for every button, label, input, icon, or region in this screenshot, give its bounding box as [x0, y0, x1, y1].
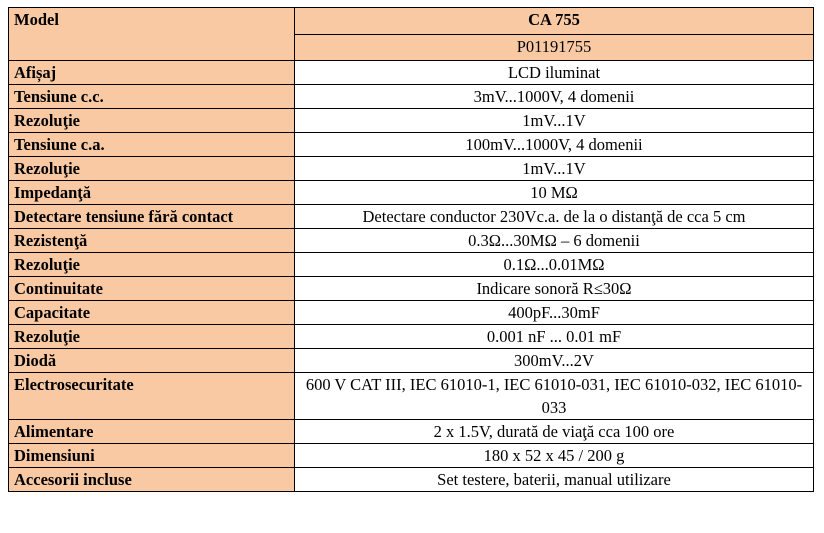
spec-value: Indicare sonoră R≤30Ω — [295, 277, 814, 301]
spec-label: Rezoluţie — [9, 253, 295, 277]
spec-row — [9, 133, 814, 157]
spec-value: Detectare conductor 230Vc.a. de la o distanţă de cca 5 cm — [295, 205, 814, 229]
spec-label: Afișaj — [9, 61, 295, 85]
spec-label: Capacitate — [9, 301, 295, 325]
spec-row — [9, 85, 814, 109]
spec-label: Tensiune c.c. — [9, 85, 295, 109]
spec-label: Accesorii incluse — [9, 468, 295, 492]
model-name: CA 755 — [295, 8, 814, 35]
spec-label: Tensiune c.a. — [9, 133, 295, 157]
spec-value: 1mV...1V — [295, 157, 814, 181]
spec-value: 0.1Ω...0.01MΩ — [295, 253, 814, 277]
spec-value: 3mV...1000V, 4 domenii — [295, 85, 814, 109]
spec-value: 10 MΩ — [295, 181, 814, 205]
spec-row — [9, 468, 814, 492]
spec-label: Electrosecuritate — [9, 373, 295, 420]
spec-label: Diodă — [9, 349, 295, 373]
model-label: Model — [9, 8, 295, 61]
spec-label: Rezoluţie — [9, 157, 295, 181]
spec-row — [9, 420, 814, 444]
spec-row — [9, 349, 814, 373]
spec-label: Rezistenţă — [9, 229, 295, 253]
model-row — [9, 8, 814, 35]
spec-row — [9, 61, 814, 85]
spec-row — [9, 157, 814, 181]
spec-value: 100mV...1000V, 4 domenii — [295, 133, 814, 157]
spec-row — [9, 325, 814, 349]
spec-label: Impedanţă — [9, 181, 295, 205]
spec-row — [9, 444, 814, 468]
spec-value: 1mV...1V — [295, 109, 814, 133]
spec-label: Rezoluţie — [9, 325, 295, 349]
spec-value: 2 x 1.5V, durată de viaţă cca 100 ore — [295, 420, 814, 444]
spec-row — [9, 205, 814, 229]
spec-label: Detectare tensiune fără contact — [9, 205, 295, 229]
model-code: P01191755 — [295, 34, 814, 61]
spec-value: Set testere, baterii, manual utilizare — [295, 468, 814, 492]
spec-value: LCD iluminat — [295, 61, 814, 85]
spec-row — [9, 277, 814, 301]
spec-value: 300mV...2V — [295, 349, 814, 373]
spec-value: 0.3Ω...30MΩ – 6 domenii — [295, 229, 814, 253]
spec-table — [8, 7, 814, 492]
spec-value: 180 x 52 x 45 / 200 g — [295, 444, 814, 468]
spec-label: Alimentare — [9, 420, 295, 444]
spec-label: Rezoluţie — [9, 109, 295, 133]
spec-row — [9, 373, 814, 420]
spec-label: Dimensiuni — [9, 444, 295, 468]
spec-row — [9, 109, 814, 133]
spec-row — [9, 229, 814, 253]
spec-row — [9, 181, 814, 205]
spec-value: 600 V CAT III, IEC 61010-1, IEC 61010-031, IEC 61010-032, IEC 61010-033 — [295, 373, 814, 420]
spec-row — [9, 253, 814, 277]
spec-value: 0.001 nF ... 0.01 mF — [295, 325, 814, 349]
spec-value: 400pF...30mF — [295, 301, 814, 325]
spec-label: Continuitate — [9, 277, 295, 301]
spec-row — [9, 301, 814, 325]
